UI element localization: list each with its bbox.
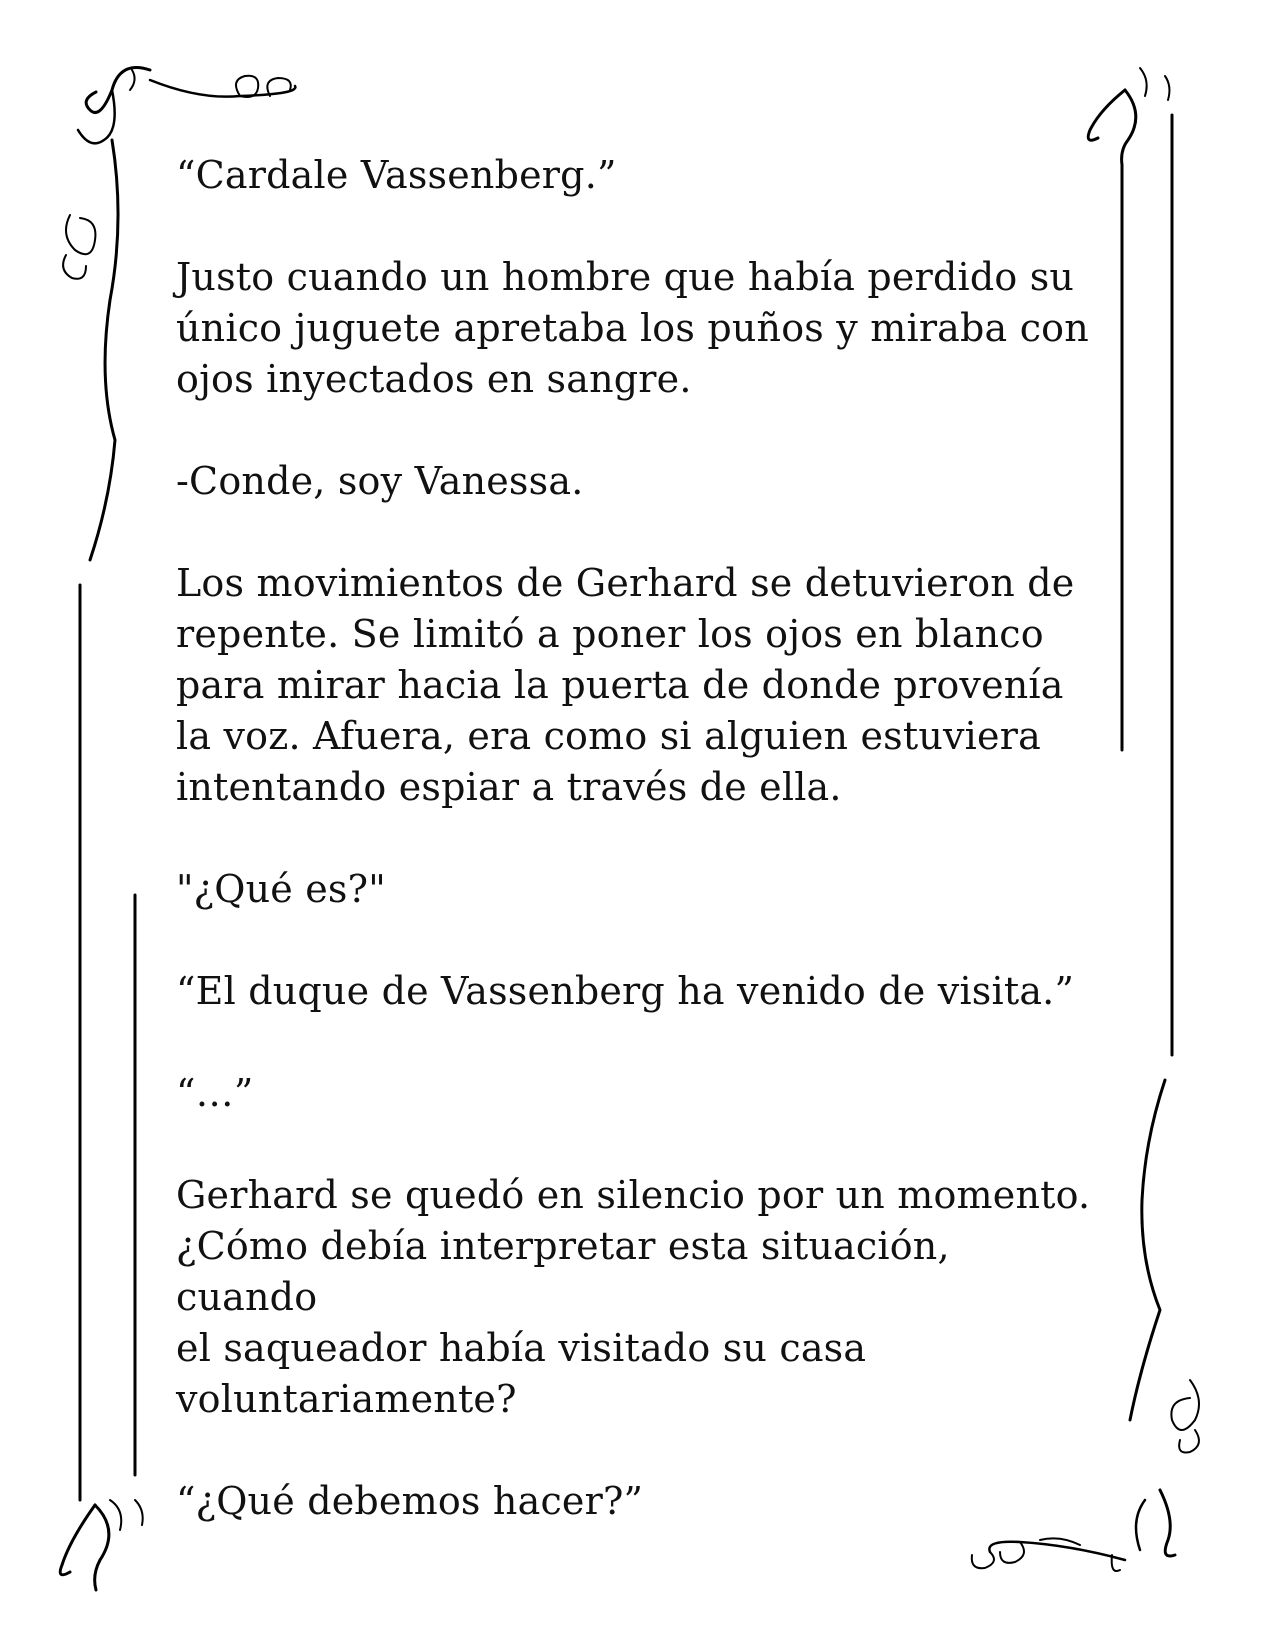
paragraph-6: “El duque de Vassenberg ha venido de visita.” <box>176 969 1075 1013</box>
paragraph-4: Los movimientos de Gerhard se detuvieron de repente. Se limitó a poner los ojos en blanco para mirar hacia la puerta de donde provenía la voz. Afuera, era como si alguien estuviera intentando espiar a través de ella. <box>176 561 1075 809</box>
paragraph-1: “Cardale Vassenberg.” <box>176 153 617 197</box>
paragraph-3: -Conde, soy Vanessa. <box>176 459 584 503</box>
paragraph-7: “…” <box>176 1071 254 1115</box>
top-right-flourish-icon <box>1088 68 1169 165</box>
story-text <box>176 150 1096 1578</box>
paragraph-8: Gerhard se quedó en silencio por un momento. ¿Cómo debía interpretar esta situación, cuando el saqueador había visitado su casa voluntariamente? <box>176 1173 1091 1421</box>
paragraph-9: “¿Qué debemos hacer?” <box>176 1479 644 1523</box>
paragraph-5: "¿Qué es?" <box>176 867 386 911</box>
bottom-left-flourish-icon <box>60 1500 142 1590</box>
paragraph-2: Justo cuando un hombre que había perdido su único juguete apretaba los puños y miraba con ojos inyectados en sangre. <box>176 255 1089 401</box>
